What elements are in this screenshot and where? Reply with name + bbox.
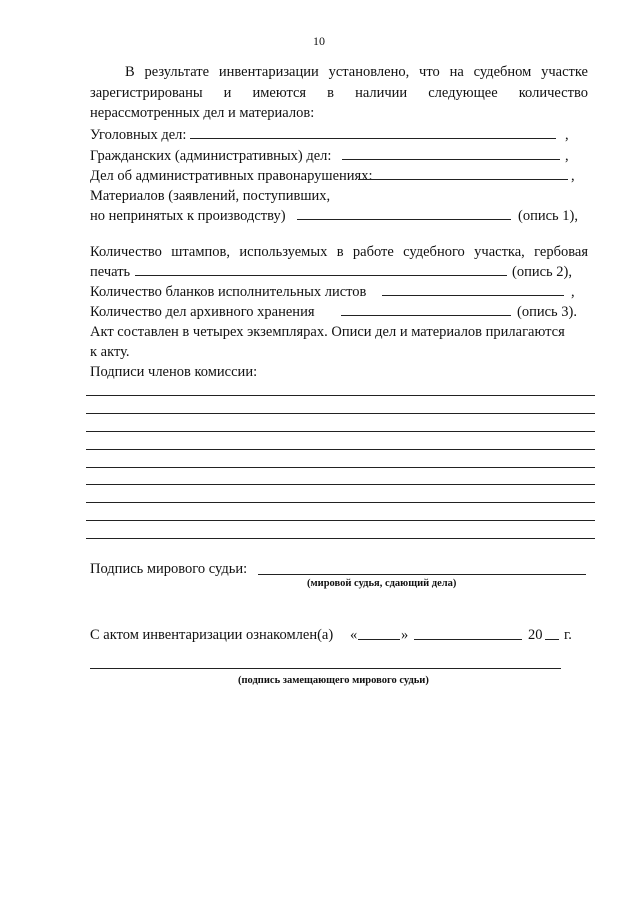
page-number: 10 bbox=[313, 34, 325, 48]
admin-offences-field[interactable] bbox=[358, 179, 568, 180]
commission-signature-line[interactable] bbox=[86, 431, 595, 432]
act-text-1: Акт составлен в четырех экземплярах. Описи дел и материалов прилагаются bbox=[90, 324, 565, 340]
open-quote: « bbox=[350, 627, 358, 643]
intro-word: имеются bbox=[252, 85, 307, 101]
intro-word: и bbox=[223, 85, 232, 101]
year-prefix: 20 bbox=[528, 627, 543, 643]
intro-word: следующее bbox=[428, 85, 498, 101]
commission-signature-line[interactable] bbox=[86, 502, 595, 503]
intro-word: количество bbox=[518, 85, 588, 101]
commission-signature-line[interactable] bbox=[86, 538, 595, 539]
archive-suffix: (опись 3). bbox=[517, 304, 577, 320]
civil-cases-field[interactable] bbox=[342, 159, 560, 160]
judge-signature-caption: (мировой судья, сдающий дела) bbox=[307, 578, 457, 589]
day-field[interactable] bbox=[358, 639, 400, 640]
archive-field[interactable] bbox=[341, 315, 511, 316]
commission-signature-line[interactable] bbox=[86, 395, 595, 396]
judge-signature-label: Подпись мирового судьи: bbox=[90, 561, 248, 577]
year-field[interactable] bbox=[545, 639, 559, 640]
comma: , bbox=[571, 168, 575, 184]
intro-line-1: В результате инвентаризации установлено, что на судебном участке bbox=[125, 64, 588, 80]
commission-signature-line[interactable] bbox=[86, 484, 595, 485]
civil-cases-label: Гражданских (административных) дел: bbox=[90, 148, 332, 164]
materials-label-1: Материалов (заявлений, поступивших, bbox=[90, 188, 331, 204]
materials-suffix: (опись 1), bbox=[518, 208, 578, 224]
substitute-signature-caption: (подпись замещающего мирового судьи) bbox=[238, 675, 429, 686]
year-suffix: г. bbox=[564, 627, 572, 643]
materials-label-2: но непринятых к производству) bbox=[90, 208, 286, 224]
commission-signature-line[interactable] bbox=[86, 413, 595, 414]
blanks-label: Количество бланков исполнительных листов bbox=[90, 284, 367, 300]
intro-word: зарегистрированы bbox=[90, 85, 203, 101]
blanks-field[interactable] bbox=[382, 295, 564, 296]
commission-signature-line[interactable] bbox=[86, 467, 595, 468]
comma: , bbox=[565, 148, 569, 164]
act-text-2: к акту. bbox=[90, 344, 130, 360]
comma: , bbox=[565, 127, 569, 143]
judge-signature-field[interactable] bbox=[258, 574, 586, 575]
month-field[interactable] bbox=[414, 639, 522, 640]
commission-signature-line[interactable] bbox=[86, 449, 595, 450]
stamps-label-2: печать bbox=[90, 264, 131, 280]
substitute-signature-field[interactable] bbox=[90, 668, 561, 669]
stamps-label-1: Количество штампов, используемых в работе судебного участка, гербовая bbox=[90, 244, 588, 260]
close-quote: » bbox=[401, 627, 409, 643]
stamps-suffix: (опись 2), bbox=[512, 264, 572, 280]
commission-label: Подписи членов комиссии: bbox=[90, 364, 258, 380]
intro-line-3: нерассмотренных дел и материалов: bbox=[90, 105, 315, 121]
intro-line-2 bbox=[90, 84, 588, 102]
criminal-cases-field[interactable] bbox=[190, 138, 556, 139]
intro-word: наличии bbox=[355, 85, 408, 101]
archive-label: Количество дел архивного хранения bbox=[90, 304, 315, 320]
acquainted-label: С актом инвентаризации ознакомлен(а) bbox=[90, 627, 334, 643]
intro-word: в bbox=[327, 85, 335, 101]
criminal-cases-label: Уголовных дел: bbox=[90, 127, 187, 143]
stamps-field[interactable] bbox=[135, 275, 507, 276]
admin-offences-label: Дел об административных правонарушениях: bbox=[90, 168, 373, 184]
comma: , bbox=[571, 284, 575, 300]
materials-field[interactable] bbox=[297, 219, 511, 220]
commission-signature-line[interactable] bbox=[86, 520, 595, 521]
